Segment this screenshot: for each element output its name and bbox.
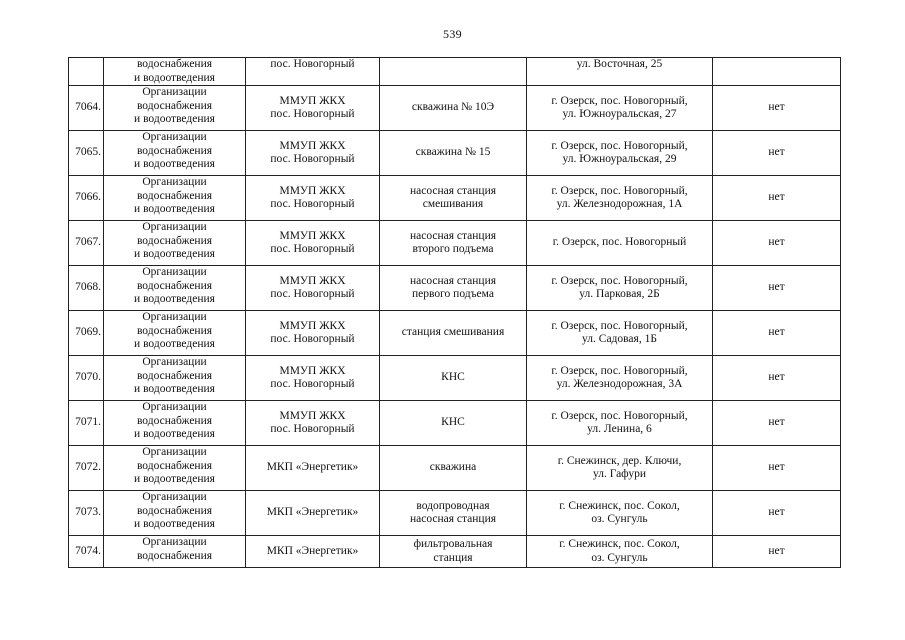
cell-address — [527, 131, 713, 176]
cell-number: 7067. — [69, 221, 104, 266]
cell-operator-line: пос. Новогорный — [270, 378, 355, 390]
cell-status: нет — [713, 446, 841, 491]
table-row — [69, 311, 841, 356]
cell-operator — [246, 221, 380, 266]
cell-number: 7069. — [69, 311, 104, 356]
cell-address-line: ул. Гафури — [592, 468, 647, 480]
cell-category-line: и водоотведения — [134, 428, 215, 440]
cell-address-line: ул. Садовая, 1Б — [582, 333, 657, 345]
cell-operator-line: ММУП ЖКХ — [279, 409, 346, 422]
cell-object — [380, 401, 527, 446]
page-number: 539 — [443, 27, 462, 41]
cell-operator — [246, 401, 380, 446]
cell-address-line: ул. Южноуральская, 29 — [562, 153, 677, 165]
cell-operator — [246, 536, 380, 568]
registry-table-body — [69, 58, 841, 568]
cell-category-line: Организации — [142, 491, 207, 503]
cell-address-line: г. Озерск, пос. Новогорный, — [551, 274, 688, 287]
cell-number: 7071. — [69, 401, 104, 446]
cell-operator — [246, 446, 380, 491]
cell-operator — [246, 131, 380, 176]
cell-object — [380, 176, 527, 221]
cell-status: нет — [713, 491, 841, 536]
cell-status: нет — [713, 221, 841, 266]
cell-object-line: станция — [433, 551, 473, 564]
cell-address-line: г. Снежинск, дер. Ключи, — [557, 454, 682, 467]
cell-category-line: и водоотведения — [134, 293, 215, 305]
cell-address — [527, 266, 713, 311]
cell-object — [380, 221, 527, 266]
cell-number: 7073. — [69, 491, 104, 536]
cell-address — [527, 356, 713, 401]
cell-status — [713, 58, 841, 86]
cell-operator-line: пос. Новогорный — [270, 198, 355, 210]
cell-object-line: насосная станция — [409, 229, 497, 242]
cell-address-line: г. Озерск, пос. Новогорный — [552, 236, 687, 249]
cell-operator — [246, 491, 380, 536]
table-row — [69, 176, 841, 221]
cell-object — [380, 491, 527, 536]
cell-object-line: КНС — [441, 416, 465, 429]
cell-address-line: оз. Сунгуль — [591, 551, 648, 564]
cell-operator-line: пос. Новогорный — [270, 333, 355, 345]
cell-category — [104, 86, 246, 131]
cell-category-line: Организации — [142, 221, 207, 233]
cell-operator — [246, 266, 380, 311]
cell-category — [104, 131, 246, 176]
cell-operator-line: ММУП ЖКХ — [279, 229, 346, 242]
cell-object — [380, 311, 527, 356]
table-row — [69, 58, 841, 86]
cell-category — [104, 266, 246, 311]
cell-operator-line: ММУП ЖКХ — [279, 94, 346, 107]
cell-object-line: скважина № 10Э — [411, 101, 495, 114]
cell-category-line: Организации — [142, 131, 207, 143]
cell-status: нет — [713, 311, 841, 356]
cell-operator-line: ММУП ЖКХ — [279, 139, 346, 152]
cell-address-line: г. Озерск, пос. Новогорный, — [551, 364, 688, 377]
cell-category — [104, 58, 246, 86]
cell-object — [380, 131, 527, 176]
cell-operator-line: ММУП ЖКХ — [279, 184, 346, 197]
cell-object-line: скважина — [429, 461, 477, 474]
table-row — [69, 491, 841, 536]
cell-number: 7072. — [69, 446, 104, 491]
cell-status: нет — [713, 131, 841, 176]
cell-status: нет — [713, 266, 841, 311]
cell-category-line: водоснабжения — [136, 324, 213, 337]
table-row — [69, 401, 841, 446]
cell-category-line: и водоотведения — [134, 113, 215, 125]
table-row — [69, 86, 841, 131]
cell-category-line: и водоотведения — [134, 158, 215, 170]
cell-number: 7074. — [69, 536, 104, 568]
cell-category-line: Организации — [142, 401, 207, 413]
cell-object — [380, 356, 527, 401]
cell-object-line: водопроводная — [416, 499, 490, 512]
table-row — [69, 131, 841, 176]
cell-object-line: первого подъема — [412, 288, 494, 300]
cell-category-line: водоснабжения — [136, 414, 213, 427]
cell-category-line: водоснабжения — [136, 144, 213, 157]
cell-category-line: Организации — [142, 536, 207, 548]
cell-address-line: ул. Железнодорожная, 3А — [556, 378, 683, 390]
cell-operator-line: МКП «Энергетик» — [266, 506, 359, 519]
table-row — [69, 536, 841, 568]
cell-address — [527, 491, 713, 536]
cell-address — [527, 536, 713, 568]
cell-address — [527, 311, 713, 356]
cell-operator-line: пос. Новогорный — [270, 108, 355, 120]
cell-number — [69, 58, 104, 86]
cell-object-line: смешивания — [422, 198, 484, 210]
cell-category — [104, 491, 246, 536]
cell-operator-line: пос. Новогорный — [270, 288, 355, 300]
cell-category-line: и водоотведения — [134, 473, 215, 485]
cell-number: 7066. — [69, 176, 104, 221]
cell-address-line: ул. Железнодорожная, 1А — [556, 198, 683, 210]
cell-object-line: второго подъема — [412, 243, 494, 255]
table-row — [69, 356, 841, 401]
cell-address-line: г. Озерск, пос. Новогорный, — [551, 184, 688, 197]
cell-category-line: водоснабжения — [136, 234, 213, 247]
cell-address-line: г. Озерск, пос. Новогорный, — [551, 319, 688, 332]
cell-category-line: Организации — [142, 356, 207, 368]
cell-category — [104, 176, 246, 221]
cell-address — [527, 58, 713, 86]
cell-address-line: ул. Южноуральская, 27 — [562, 108, 677, 120]
cell-address — [527, 401, 713, 446]
cell-category-line: водоснабжения — [136, 549, 213, 562]
cell-address-line: г. Снежинск, пос. Сокол, — [559, 499, 680, 512]
cell-address-line: г. Снежинск, пос. Сокол, — [559, 538, 680, 550]
cell-number: 7064. — [69, 86, 104, 131]
registry-table — [68, 57, 841, 568]
cell-operator-line: МКП «Энергетик» — [266, 461, 359, 474]
cell-category — [104, 311, 246, 356]
cell-operator-line: ММУП ЖКХ — [279, 274, 346, 287]
cell-address-line: г. Озерск, пос. Новогорный, — [551, 94, 688, 107]
cell-category-line: Организации — [142, 86, 207, 98]
cell-category-line: Организации — [142, 266, 207, 278]
cell-category-line: Организации — [142, 311, 207, 323]
cell-category-line: водоснабжения — [136, 189, 213, 202]
cell-object — [380, 536, 527, 568]
cell-operator-line: ММУП ЖКХ — [279, 319, 346, 332]
cell-operator-line: ММУП ЖКХ — [279, 364, 346, 377]
cell-category — [104, 221, 246, 266]
cell-number: 7065. — [69, 131, 104, 176]
cell-address-line: ул. Ленина, 6 — [587, 423, 652, 435]
cell-category-line: водоснабжения — [136, 99, 213, 112]
cell-address — [527, 446, 713, 491]
cell-operator — [246, 86, 380, 131]
cell-category-line: водоснабжения — [136, 279, 213, 292]
cell-status: нет — [713, 536, 841, 568]
cell-category-line: и водоотведения — [134, 518, 215, 530]
table-row — [69, 266, 841, 311]
cell-operator — [246, 311, 380, 356]
cell-category-line: водоснабжения — [136, 369, 213, 382]
cell-number: 7070. — [69, 356, 104, 401]
cell-object-line: станция смешивания — [401, 326, 505, 339]
cell-object-line: насосная станция — [409, 274, 497, 287]
cell-category-line: водоснабжения — [136, 58, 213, 70]
table-row — [69, 221, 841, 266]
cell-address-line: ул. Парковая, 2Б — [579, 288, 660, 300]
cell-object — [380, 58, 527, 86]
cell-category-line: и водоотведения — [134, 383, 215, 395]
table-row — [69, 446, 841, 491]
cell-category-line: и водоотведения — [134, 338, 215, 350]
cell-category — [104, 536, 246, 568]
cell-address-line: оз. Сунгуль — [591, 513, 648, 525]
cell-category-line: и водоотведения — [134, 248, 215, 260]
cell-category — [104, 446, 246, 491]
cell-object — [380, 446, 527, 491]
cell-status: нет — [713, 86, 841, 131]
cell-category-line: водоснабжения — [136, 459, 213, 472]
cell-status: нет — [713, 356, 841, 401]
cell-object-line: насосная станция — [409, 513, 497, 525]
cell-status: нет — [713, 176, 841, 221]
cell-category — [104, 356, 246, 401]
cell-address — [527, 176, 713, 221]
cell-operator-line: пос. Новогорный — [270, 153, 355, 165]
cell-number: 7068. — [69, 266, 104, 311]
cell-object-line: фильтровальная — [413, 538, 493, 550]
cell-operator-line: пос. Новогорный — [270, 58, 355, 70]
cell-object-line: КНС — [441, 371, 465, 384]
cell-category — [104, 401, 246, 446]
cell-address — [527, 221, 713, 266]
cell-category-line: водоснабжения — [136, 504, 213, 517]
cell-operator-line: пос. Новогорный — [270, 423, 355, 435]
cell-operator-line: пос. Новогорный — [270, 243, 355, 255]
cell-category-line: и водоотведения — [134, 203, 215, 215]
cell-category-line: Организации — [142, 446, 207, 458]
cell-address-line: г. Озерск, пос. Новогорный, — [551, 139, 688, 152]
cell-address — [527, 86, 713, 131]
cell-object-line: насосная станция — [409, 184, 497, 197]
cell-category-line: Организации — [142, 176, 207, 188]
cell-status: нет — [713, 401, 841, 446]
cell-operator — [246, 356, 380, 401]
cell-address-line: г. Озерск, пос. Новогорный, — [551, 409, 688, 422]
cell-address-line: ул. Восточная, 25 — [576, 58, 663, 70]
cell-object-line: скважина № 15 — [415, 146, 491, 159]
cell-operator — [246, 176, 380, 221]
cell-object — [380, 266, 527, 311]
cell-object — [380, 86, 527, 131]
cell-operator-line: МКП «Энергетик» — [266, 544, 359, 557]
cell-category-line: и водоотведения — [134, 71, 215, 84]
cell-operator — [246, 58, 380, 86]
